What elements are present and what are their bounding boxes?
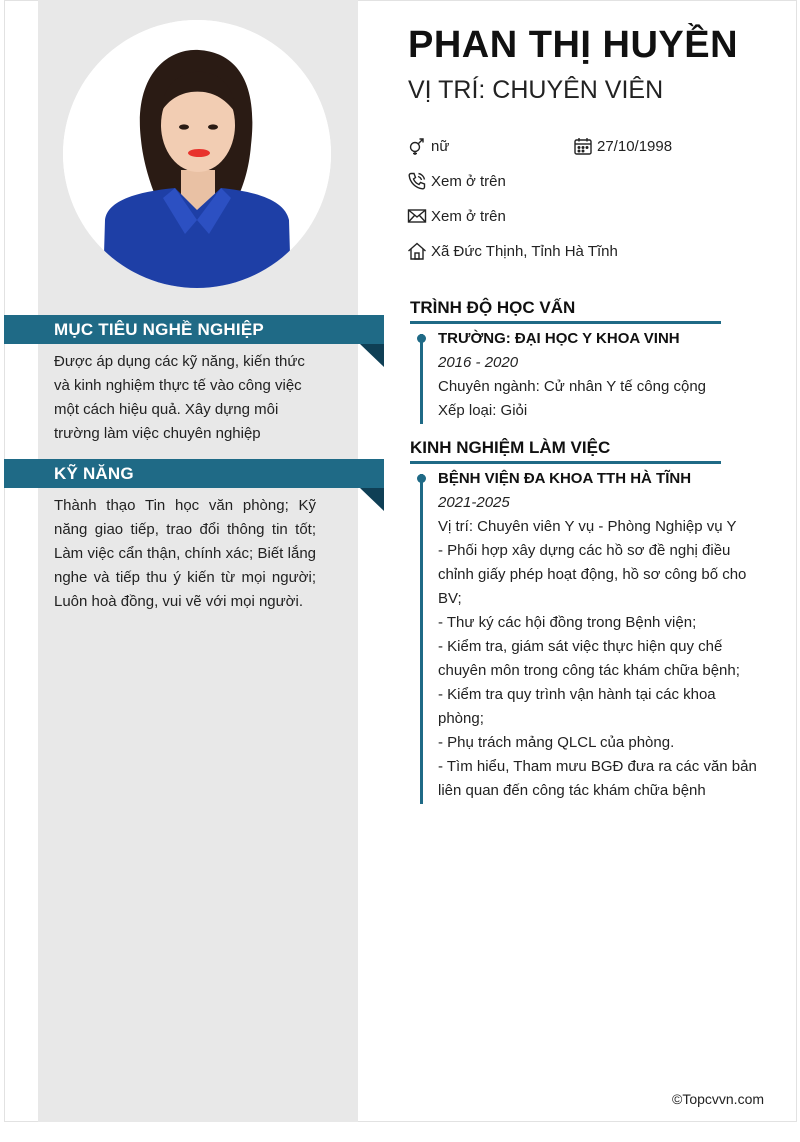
experience-timeline bbox=[420, 474, 423, 804]
experience-title: KINH NGHIỆM LÀM VIỆC bbox=[410, 438, 611, 457]
education-timeline bbox=[420, 334, 423, 424]
footer-credit: ©Topcvvn.com bbox=[672, 1091, 765, 1107]
experience-line: - Thư ký các hội đồng trong Bệnh viện; bbox=[438, 614, 697, 631]
skills-banner-fold bbox=[360, 488, 384, 511]
phone-value: Xem ở trên bbox=[431, 172, 506, 190]
skills-text: Thành thạo Tin học văn phòng; Kỹ năng giao tiếp, trao đổi thông tin tốt; Làm việc cẩn thận, chính xác; Biết lắng nghe và tiếp thu ý kiến từ mọi người; Luôn hoà đồng, vui vẽ với mọi người. bbox=[54, 497, 316, 610]
objective-text: Được áp dụng các kỹ năng, kiến thức và kinh nghiệm thực tế vào công việc một cách hiệu quả. Xây dựng môi trường làm việc chuyên nghiệp bbox=[54, 353, 305, 442]
candidate-position: VỊ TRÍ: CHUYÊN VIÊN bbox=[408, 76, 664, 104]
experience-rule bbox=[410, 461, 721, 464]
experience-line: - Kiểm tra, giám sát việc thực hiện quy chế bbox=[438, 638, 723, 655]
education-rank: Xếp loại: Giỏi bbox=[438, 402, 528, 419]
email-value: Xem ở trên bbox=[431, 207, 506, 225]
candidate-name: PHAN THỊ HUYỀN bbox=[408, 24, 739, 66]
address-value: Xã Đức Thịnh, Tỉnh Hà Tĩnh bbox=[431, 242, 618, 260]
objective-title: MỤC TIÊU NGHỀ NGHIỆP bbox=[54, 320, 264, 339]
mail-icon bbox=[407, 206, 427, 226]
experience-company: BỆNH VIỆN ĐA KHOA TTH HÀ TĨNH bbox=[438, 470, 692, 487]
profile-photo bbox=[63, 20, 331, 288]
education-major: Chuyên ngành: Cử nhân Y tế công cộng bbox=[438, 378, 707, 395]
education-rule bbox=[410, 321, 721, 324]
education-school: TRƯỜNG: ĐẠI HỌC Y KHOA VINH bbox=[438, 330, 680, 347]
info-phone bbox=[407, 171, 506, 191]
experience-description bbox=[438, 539, 773, 803]
experience-period: 2021-2025 bbox=[438, 494, 510, 511]
home-icon bbox=[407, 241, 427, 261]
experience-line: - Kiểm tra quy trình vận hành tại các khoa bbox=[438, 686, 716, 703]
education-title: TRÌNH ĐỘ HỌC VẤN bbox=[410, 298, 576, 317]
gender-icon bbox=[407, 136, 427, 156]
experience-line: - Tìm hiểu, Tham mưu BGĐ đưa ra các văn bản bbox=[438, 758, 757, 775]
info-gender bbox=[407, 136, 449, 156]
experience-bullet bbox=[417, 474, 426, 483]
experience-line: phòng; bbox=[438, 710, 484, 727]
calendar-icon bbox=[573, 136, 593, 156]
skills-banner bbox=[4, 459, 384, 488]
objective-banner bbox=[4, 315, 384, 344]
experience-line: BV; bbox=[438, 590, 462, 607]
objective-banner-fold bbox=[360, 344, 384, 367]
experience-line: chỉnh giấy phép hoạt động, hồ sơ công bố cho bbox=[438, 566, 747, 583]
info-dob bbox=[573, 136, 672, 156]
experience-line: - Phụ trách mảng QLCL của phòng. bbox=[438, 734, 675, 751]
experience-line: liên quan đến công tác khám chữa bệnh bbox=[438, 782, 706, 799]
experience-line: chuyên môn trong công tác khám chữa bệnh; bbox=[438, 662, 740, 679]
gender-value: nữ bbox=[431, 137, 450, 155]
phone-icon bbox=[407, 171, 427, 191]
info-email bbox=[407, 206, 506, 226]
education-period: 2016 - 2020 bbox=[438, 354, 519, 371]
info-address bbox=[407, 241, 618, 261]
skills-title: KỸ NĂNG bbox=[54, 464, 134, 483]
experience-role: Vị trí: Chuyên viên Y vụ - Phòng Nghiệp vụ Y bbox=[438, 518, 737, 535]
dob-value: 27/10/1998 bbox=[597, 137, 673, 155]
experience-line: - Phối hợp xây dựng các hồ sơ đề nghị điều bbox=[438, 542, 731, 559]
portrait-illustration bbox=[63, 20, 331, 288]
education-bullet bbox=[417, 334, 426, 343]
